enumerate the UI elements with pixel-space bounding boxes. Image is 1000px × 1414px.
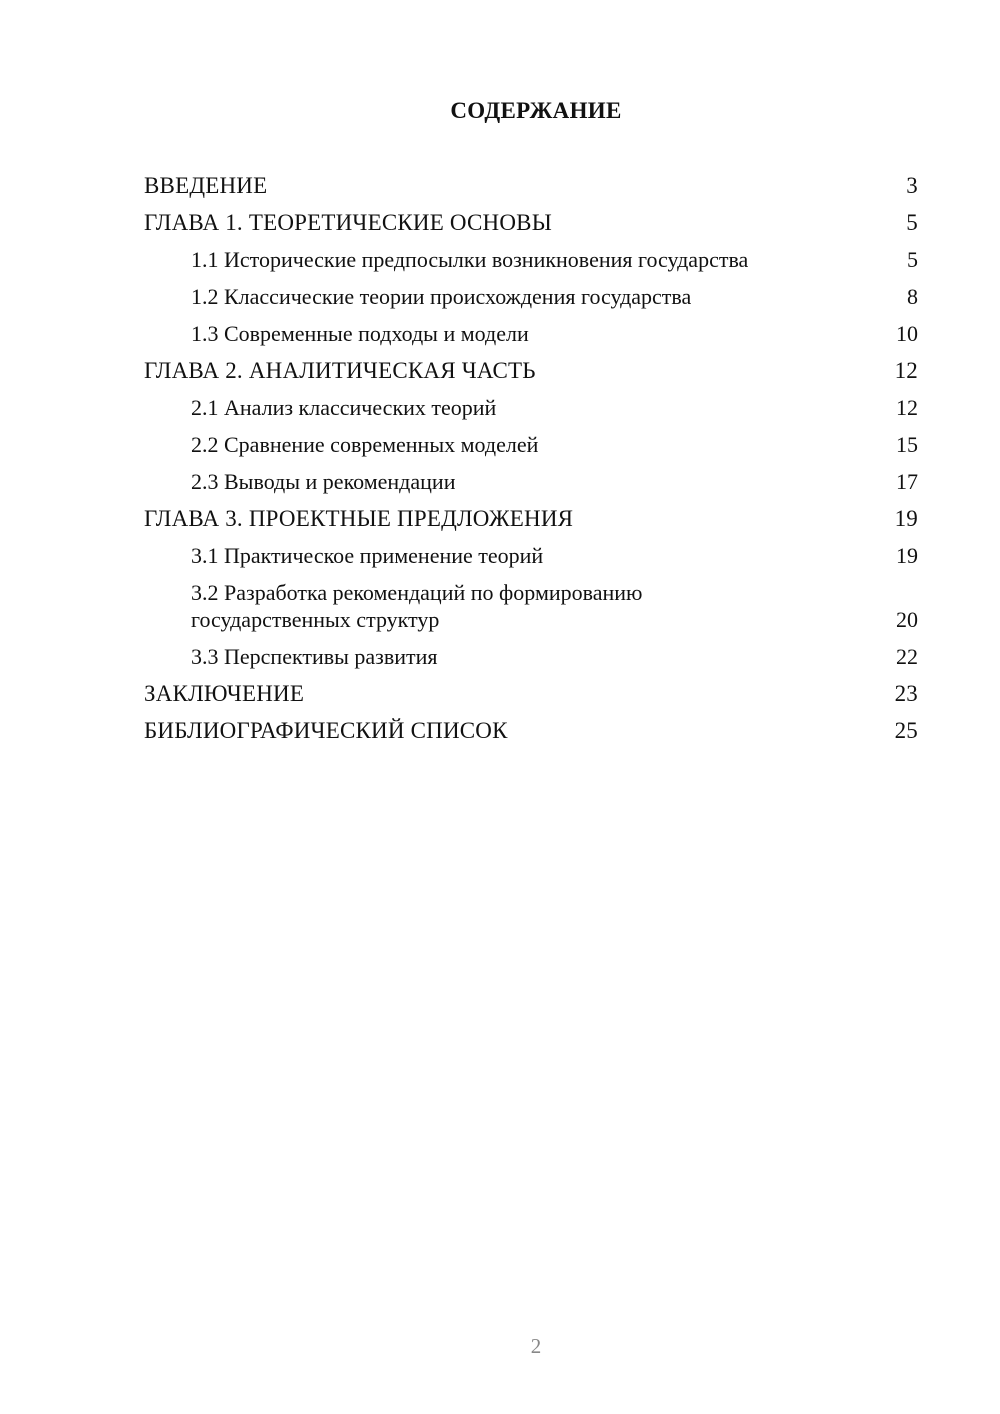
- toc-subentry-page: 20: [896, 607, 918, 632]
- toc-subentry-page: 5: [907, 247, 918, 272]
- toc-subentry: [144, 574, 918, 638]
- toc-subentry: [144, 638, 918, 675]
- toc-subentry: [144, 389, 918, 426]
- toc-subentry-page: 22: [896, 644, 918, 669]
- toc-entry: [144, 675, 918, 712]
- toc-entry-page: 19: [894, 506, 918, 531]
- toc-entry-page: 25: [894, 718, 918, 743]
- toc-entry-page: 23: [894, 681, 918, 706]
- toc-entry-label: БИБЛИОГРАФИЧЕСКИЙ СПИСОК: [144, 718, 508, 743]
- toc-subentry-page: 19: [896, 543, 918, 568]
- toc-subentry-page: 10: [896, 321, 918, 346]
- toc-subentry-label: 1.1 Исторические предпосылки возникновения государства: [191, 247, 749, 272]
- toc-subentry-label: 3.3 Перспективы развития: [191, 644, 438, 669]
- toc-subentry-label: 2.3 Выводы и рекомендации: [191, 469, 456, 494]
- toc-subentry: [144, 315, 918, 352]
- toc-subentry-page: 8: [907, 284, 918, 309]
- toc-subentry-label: 3.2 Разработка рекомендаций по формированию государственных структур: [191, 580, 643, 632]
- toc-subentry-label: 1.3 Современные подходы и модели: [191, 321, 529, 346]
- toc-subentry: [144, 463, 918, 500]
- page-title: СОДЕРЖАНИЕ: [450, 98, 622, 123]
- toc-entry: [144, 352, 918, 389]
- toc-subentry-label: 1.2 Классические теории происхождения государства: [191, 284, 692, 309]
- toc-entry: [144, 167, 918, 204]
- toc-subentry: [144, 241, 918, 278]
- toc-entry: [144, 500, 918, 537]
- toc-entry-label: ЗАКЛЮЧЕНИЕ: [144, 681, 305, 706]
- toc-entry-page: 5: [906, 210, 918, 235]
- toc-subentry: [144, 537, 918, 574]
- toc-subentry: [144, 278, 918, 315]
- toc-entry-label: ВВЕДЕНИЕ: [144, 173, 268, 198]
- toc-subentry-label: 3.1 Практическое применение теорий: [191, 543, 544, 568]
- toc-subentry-label: 2.2 Сравнение современных моделей: [191, 432, 539, 457]
- table-of-contents: [144, 167, 918, 749]
- toc-entry: [144, 204, 918, 241]
- toc-subentry-page: 17: [896, 469, 918, 494]
- toc-subentry-label: 2.1 Анализ классических теорий: [191, 395, 497, 420]
- toc-subentry: [144, 426, 918, 463]
- toc-entry-label: ГЛАВА 3. ПРОЕКТНЫЕ ПРЕДЛОЖЕНИЯ: [144, 506, 574, 531]
- toc-entry: [144, 712, 918, 749]
- toc-subentry-page: 12: [896, 395, 918, 420]
- toc-entry-page: 12: [894, 358, 918, 383]
- toc-entry-page: 3: [906, 173, 918, 198]
- toc-entry-label: ГЛАВА 1. ТЕОРЕТИЧЕСКИЕ ОСНОВЫ: [144, 210, 552, 235]
- page-number: 2: [530, 1334, 542, 1358]
- toc-entry-label: ГЛАВА 2. АНАЛИТИЧЕСКАЯ ЧАСТЬ: [144, 358, 536, 383]
- toc-subentry-page: 15: [896, 432, 918, 457]
